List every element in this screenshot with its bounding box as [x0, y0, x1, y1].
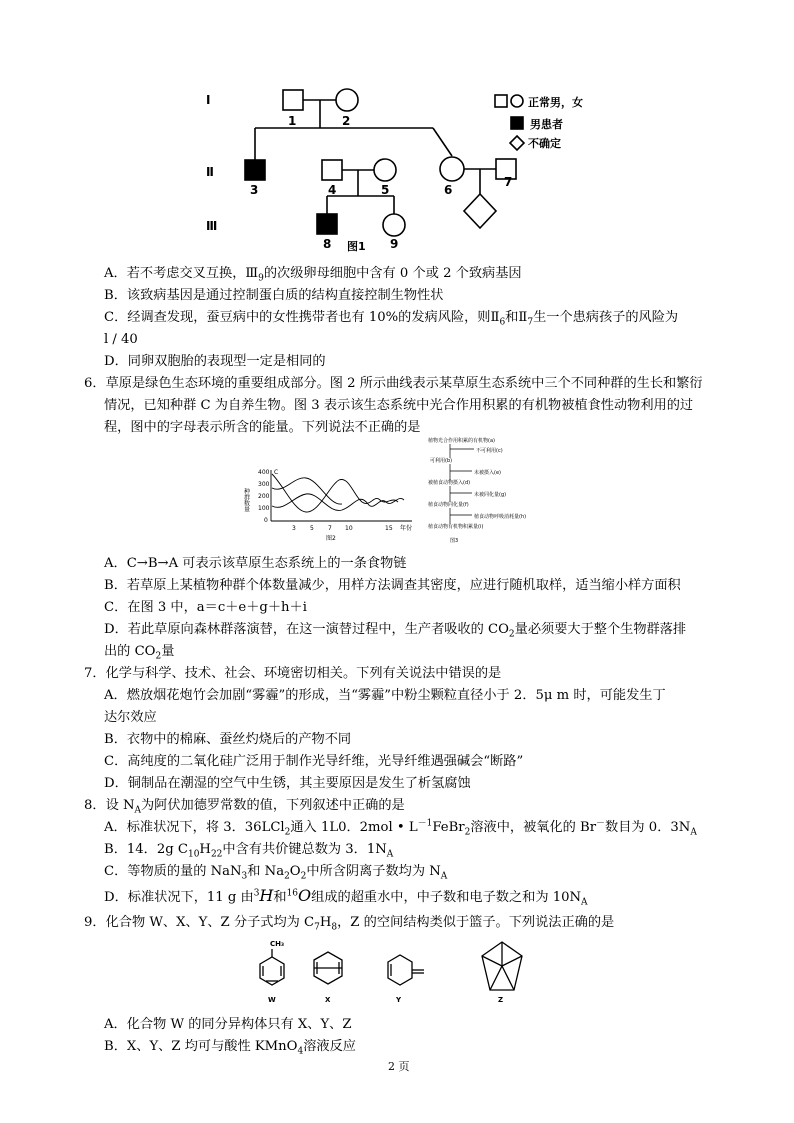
fig2-xtick-15: 15	[385, 525, 393, 532]
person-label-9: 9	[390, 237, 399, 251]
q5-a-text: A．若不考虑交叉互换，Ⅲ	[104, 266, 259, 281]
q8-d-s3: A	[581, 897, 588, 908]
legend-patient-text: 男患者	[530, 118, 563, 131]
fig2-xtick-10: 10	[345, 525, 353, 532]
q8-c-t3: O	[289, 864, 301, 879]
q8-c-s3: 2	[300, 871, 307, 882]
gen-label-3: Ⅲ	[206, 219, 218, 233]
q6-d-text3: 出的 CO	[104, 644, 156, 659]
page-footer: 2 页	[388, 1060, 410, 1073]
person-label-3: 3	[250, 183, 259, 197]
q8-a-s5: A	[690, 827, 697, 838]
q8-a-t3: FeBr	[432, 820, 465, 835]
fig2-ylabel: 种群数量	[242, 488, 250, 512]
figure-2-population-chart	[244, 466, 414, 542]
q8-option-d	[104, 885, 588, 909]
q8-b-s3: A	[386, 849, 394, 860]
q8-b-s2: 22	[210, 849, 223, 860]
person-1-male	[283, 90, 303, 110]
legend-unknown-text: 不确定	[528, 137, 561, 150]
legend-normal-text: 正常男，女	[528, 96, 583, 109]
person-label-7: 7	[504, 175, 513, 189]
q8-a-s4: －	[596, 818, 606, 829]
q6-option-d-line2	[104, 643, 174, 661]
person-unknown-diamond	[464, 194, 496, 228]
q6-d-sub: 2	[508, 629, 515, 640]
q9-stem-s1: 7	[314, 922, 320, 933]
q5-a-sub: 9	[258, 273, 264, 284]
q8-stem-text2: 为阿伏加德罗常数的值，下列叙述中正确的是	[141, 798, 405, 813]
fig2-ytick-200: 200	[258, 493, 270, 500]
q7-option-a: A．燃放烟花炮竹会加剧“雾霾”的形成，当“雾霾”中粉尘颗粒直径小于 2．5μ m 时，可能发生丁	[104, 688, 666, 703]
q9-stem-t1: 9．化合物 W、X、Y、Z 分子式均为 C	[84, 915, 315, 930]
q9-option-b	[104, 1038, 356, 1056]
q8-c-t4: 中所含阴离子数均为 N	[306, 864, 441, 879]
q7-option-b: B．衣物中的棉麻、蚕丝灼烧后的产物不同	[104, 732, 352, 747]
fig2-curve-label-c: C	[274, 469, 279, 476]
q6-stem-line2: 情况，已知种群 C 为自养生物。图 3 表示该生态系统中光合作用积累的有机物被植食性动物利用的过	[104, 398, 694, 413]
q6-option-c: C．在图 3 中，a＝c＋e＋g＋h＋i	[104, 600, 307, 615]
q9-b-t1: B．X、Y、Z 均可与酸性 KMnO	[104, 1039, 298, 1054]
q8-option-c	[104, 863, 447, 881]
person-label-4: 4	[328, 183, 337, 197]
fig3-e: 未被摄入(e)	[474, 470, 501, 476]
figure-3-energy-flow	[420, 436, 560, 546]
q8-a-s1: 2	[284, 827, 291, 838]
person-8-affected-male	[317, 214, 337, 234]
q9-structures	[240, 934, 580, 1010]
q6-stem-line3: 程，图中的字母表示所含的能量。下列说法不正确的是	[104, 420, 421, 435]
fig2-ytick-300: 300	[258, 481, 270, 488]
fig3-i: 植食动物有机物积累量(i)	[428, 524, 484, 530]
structure-z-label: Z	[498, 996, 504, 1004]
q8-b-t2: H	[199, 842, 211, 857]
gen-label-1: Ⅰ	[206, 93, 211, 107]
q5-option-c-line2: l / 40	[104, 332, 138, 347]
fig2-curve-b	[272, 478, 342, 504]
q8-b-t1: B．14．2g C	[104, 842, 188, 857]
person-label-5: 5	[381, 183, 390, 197]
fig3-f: 植食动物同化量(f)	[428, 502, 469, 508]
fig3-c: 不可利用(c)	[476, 448, 503, 454]
q7-option-d: D．铜制品在潮湿的空气中生锈，其主要原因是发生了析氢腐蚀	[104, 776, 471, 791]
legend-normal-female-icon	[511, 95, 523, 107]
q5-c-text3: 生一个患病孩子的风险为	[533, 310, 679, 325]
q8-a-t1: A．标准状况下，将 3．36LCl	[104, 820, 285, 835]
q8-stem-sub: A	[134, 805, 141, 816]
q9-stem	[84, 914, 614, 932]
q9-stem-s2: 8	[331, 922, 338, 933]
q6-d-text2: 量必须要大于整个生物群落排	[514, 622, 687, 637]
fig3-h: 植食动物呼吸消耗量(h)	[474, 514, 527, 520]
q7-stem: 7．化学与科学、技术、社会、环境密切相关。下列有关说法中错误的是	[84, 666, 502, 681]
q8-d-s2: 16	[286, 888, 299, 899]
q8-a-t5: 数目为 0．3N	[605, 820, 691, 835]
person-label-8: 8	[323, 237, 332, 251]
fig3-g: 未被同化量(g)	[474, 492, 507, 498]
q5-a-text2: 的次级卵母细胞中含有 0 个或 2 个致病基因	[263, 266, 522, 281]
q8-stem	[84, 797, 405, 815]
person-label-6: 6	[444, 183, 453, 197]
q6-d-text: D．若此草原向森林群落演替，在这一演替过程中，生产者吸收的 CO	[104, 622, 509, 637]
q8-b-t3: 中含有共价键总数为 3．1N	[222, 842, 387, 857]
q5-c-text: C．经调查发现，蚕豆病中的女性携带者也有 10%的发病风险，则Ⅱ	[104, 310, 500, 325]
q5-c-text2: 和Ⅱ	[505, 310, 528, 325]
q6-stem-line1: 6．草原是绿色生态环境的重要组成部分。图 2 所示曲线表示某草原生态系统中三个不同种群的生长和繁衍	[84, 376, 703, 391]
q6-option-b: B．若草原上某植物种群个体数量减少，用样方法调查其密度，应进行随机取样，适当缩小样方面积	[104, 578, 681, 593]
q8-d-t1: D．标准状况下，11 g 由	[104, 890, 254, 905]
q5-c-sub6: 6	[499, 317, 506, 328]
person-label-1: 1	[288, 114, 297, 128]
q6-d-text4: 量	[161, 644, 175, 659]
structure-w-ch3: CH₃	[270, 940, 285, 948]
fig2-ytick-100: 100	[258, 505, 270, 512]
q8-d-t3: 组成的超重水中，中子数和电子数之和为 10N	[311, 890, 582, 905]
q8-d-h: H	[259, 886, 274, 905]
q9-option-a: A．化合物 W 的同分异构体只有 X、Y、Z	[104, 1017, 352, 1032]
person-9-female	[383, 214, 405, 236]
q8-c-t2: 和 Na	[247, 864, 285, 879]
structure-y-label: Y	[396, 996, 402, 1004]
q6-option-d	[104, 621, 686, 639]
q8-c-s2: 2	[284, 871, 290, 882]
q8-b-s1: 10	[187, 849, 200, 860]
q8-c-s1: 3	[241, 871, 248, 882]
q5-option-c	[104, 309, 678, 327]
q8-d-s1: 3	[253, 888, 260, 899]
q7-option-a-line2: 达尔效应	[104, 710, 157, 725]
legend-normal-male-icon	[495, 95, 507, 107]
q8-d-o: O	[298, 886, 312, 905]
q8-a-s2: －1	[417, 818, 433, 829]
gen-label-2: Ⅱ	[206, 165, 214, 179]
q8-a-t4: 溶液中，被氧化的 Br	[470, 820, 597, 835]
person-5-female	[374, 159, 396, 181]
person-6-female	[440, 157, 464, 181]
person-3-affected-male	[245, 160, 265, 180]
q8-stem-text: 8．设 N	[84, 798, 135, 813]
q9-stem-t3: ，Z 的空间结构类似于篮子。下列说法正确的是	[337, 915, 615, 930]
q8-a-s3: 2	[464, 827, 471, 838]
fig3-caption: 图3	[450, 538, 459, 544]
q9-b-s: 4	[297, 1046, 304, 1057]
fig3-a: 植物光合作用积累的有机物(a)	[428, 438, 495, 444]
q8-d-t2: 和	[273, 890, 287, 905]
q5-option-b: B．该致病基因是通过控制蛋白质的结构直接控制生物性状	[104, 288, 444, 303]
pedigree-figure	[190, 82, 610, 254]
q5-option-d: D．同卵双胞胎的表现型一定是相同的	[104, 354, 326, 369]
q6-option-a: A．C→B→A 可表示该草原生态系统上的一条食物链	[104, 556, 407, 571]
legend-patient-icon	[511, 117, 523, 129]
fig3-d: 被植食动物摄入(d)	[428, 480, 471, 486]
q8-option-a	[104, 819, 697, 837]
q9-b-t2: 溶液反应	[303, 1039, 356, 1054]
fig2-xtick-5: 5	[310, 525, 314, 532]
q8-option-b	[104, 841, 393, 859]
structure-x-label: X	[325, 996, 331, 1004]
fig3-b: 可利用(b)	[430, 458, 453, 464]
q5-option-a	[104, 265, 522, 283]
figure-1-caption: 图1	[347, 240, 366, 253]
person-2-female	[336, 89, 358, 111]
fig2-ytick-400: 400	[258, 469, 270, 476]
q7-option-c: C．高纯度的二氧化硅广泛用于制作光导纤维，光导纤维遇强碱会“断路”	[104, 754, 524, 769]
q5-c-sub7: 7	[527, 317, 534, 328]
fig2-xtick-7: 7	[328, 525, 332, 532]
fig2-xlabel: 年份	[400, 525, 413, 532]
q8-a-t2: 通入 1L0．2mol • L	[290, 820, 418, 835]
fig2-caption: 图2	[326, 535, 336, 542]
fig2-ytick-0: 0	[264, 517, 268, 524]
person-label-2: 2	[342, 114, 351, 128]
person-4-male	[322, 160, 342, 180]
legend-unknown-icon	[510, 136, 524, 150]
q8-c-t1: C．等物质的量的 NaN	[104, 864, 242, 879]
q6-d-sub2: 2	[155, 651, 162, 662]
q9-stem-t2: H	[319, 915, 332, 930]
fig2-curve-c-cont	[339, 479, 398, 503]
q8-c-s4: A	[440, 871, 448, 882]
structure-w-label: W	[268, 996, 276, 1004]
fig2-xtick-3: 3	[292, 525, 296, 532]
